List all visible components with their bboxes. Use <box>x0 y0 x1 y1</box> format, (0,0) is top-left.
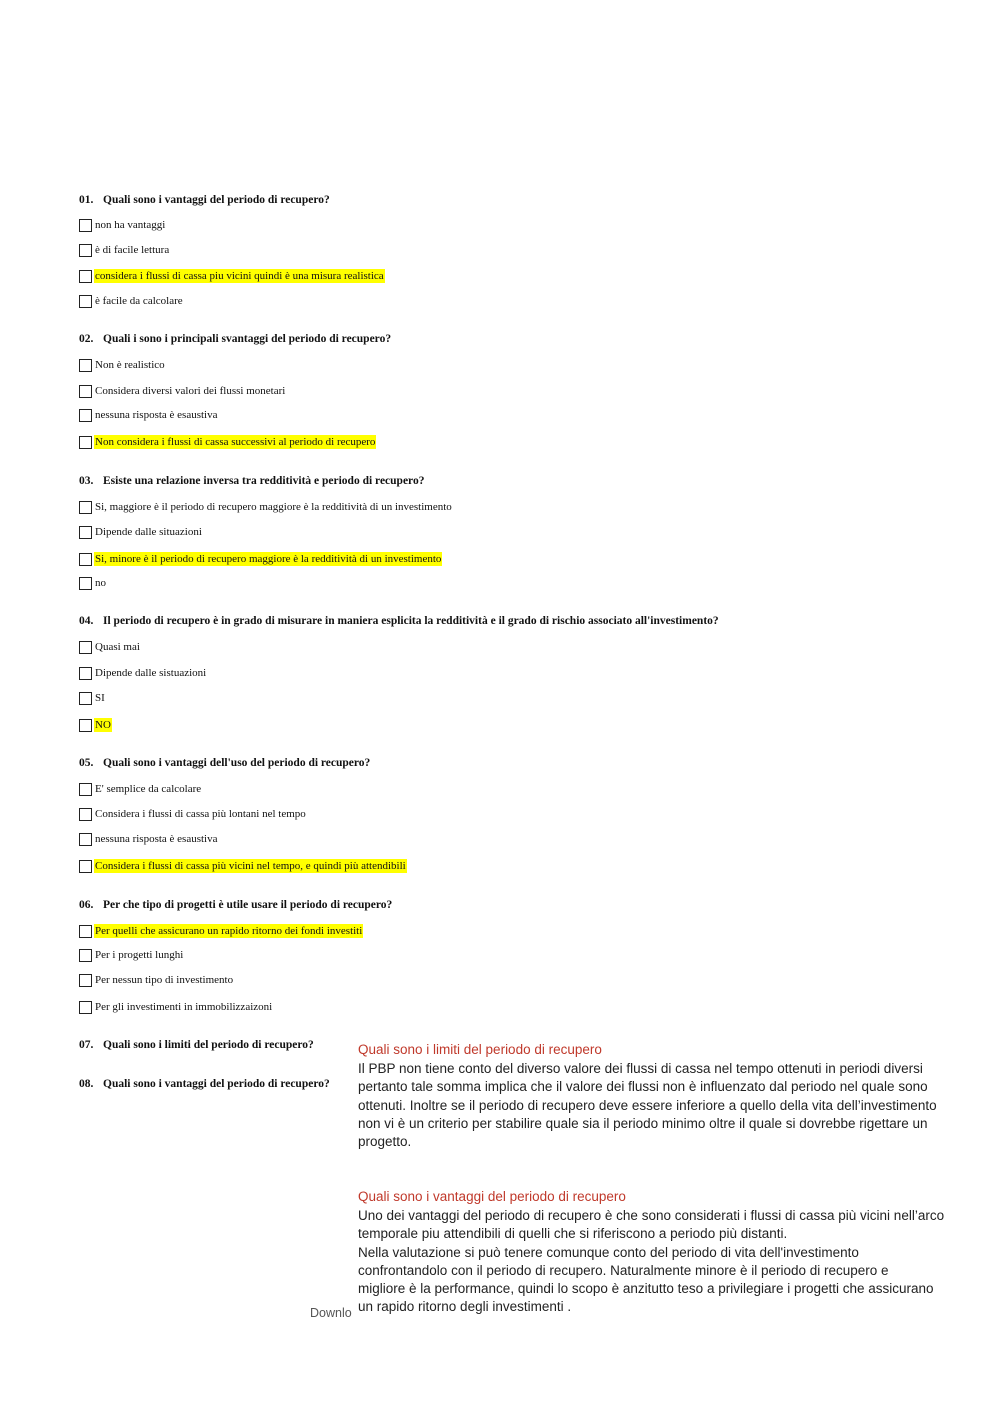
answer-line: ottenuti. Inoltre se il periodo di recupero deve essere inferiore a quello della vita dell’investimento <box>358 1097 937 1113</box>
question-text: Il periodo di recupero è in grado di misurare in maniera esplicita la redditività e il grado di rischio associato all'investimento? <box>103 615 719 627</box>
q01-option-1[interactable] <box>79 217 166 233</box>
q02-option-1[interactable] <box>79 357 166 373</box>
answer-line: non vi è un criterio per stabilire quale sia il periodo minimo oltre il quale si dovrebbe rigettare un <box>358 1115 928 1131</box>
question-number: 02. <box>79 333 94 345</box>
checkbox[interactable] <box>79 833 92 846</box>
checkbox[interactable] <box>79 719 92 732</box>
checkbox[interactable] <box>79 501 92 514</box>
option-label: Si, maggiore è il periodo di recupero maggiore è la redditività di un investimento <box>95 501 452 513</box>
option-label-highlighted: Considera i flussi di cassa più vicini nel tempo, e quindi più attendibili <box>95 860 406 872</box>
answer-line: un rapido ritorno degli investimenti . <box>358 1299 572 1315</box>
option-label: Per gli investimenti in immobilizzaizoni <box>95 1001 273 1013</box>
question-05-title <box>79 757 370 769</box>
checkbox[interactable] <box>79 295 92 308</box>
question-07-title <box>79 1039 314 1051</box>
q05-option-4[interactable] <box>79 858 407 874</box>
answer-line: Uno dei vantaggi del periodo di recupero è che sono considerati i flussi di cassa più vicini nell’arco <box>358 1208 945 1223</box>
option-label: è di facile lettura <box>95 244 170 256</box>
q06-option-4[interactable] <box>79 999 273 1015</box>
checkbox[interactable] <box>79 409 92 422</box>
q01-option-4[interactable] <box>79 293 184 309</box>
q01-option-2[interactable] <box>79 242 170 258</box>
option-label: è facile da calcolare <box>95 295 183 307</box>
checkbox[interactable] <box>79 385 92 398</box>
q04-option-1[interactable] <box>79 639 141 655</box>
answer-line: Nella valutazione si può tenere comunque conto del periodo di vita dell'investimento <box>358 1244 859 1260</box>
answer-limits-body <box>358 1060 968 1151</box>
question-text: Quali sono i vantaggi dell'uso del periodo di recupero? <box>103 757 371 769</box>
option-label: SI <box>95 692 105 704</box>
question-text: Per che tipo di progetti è utile usare il periodo di recupero? <box>103 899 393 911</box>
option-label: nessuna risposta è esaustiva <box>95 409 218 421</box>
answer-line: Il PBP non tiene conto del diverso valore dei flussi di cassa nel tempo ottenuti in periodi diversi <box>358 1061 923 1076</box>
q04-option-3[interactable] <box>79 690 106 706</box>
answer-line: confrontandolo con il periodo di recupero. Naturalmente minore è il periodo di recupero e <box>358 1262 889 1278</box>
question-number: 06. <box>79 899 94 911</box>
checkbox[interactable] <box>79 974 92 987</box>
checkbox[interactable] <box>79 692 92 705</box>
checkbox[interactable] <box>79 359 92 372</box>
question-06-title <box>79 899 392 911</box>
option-label: E' semplice da calcolare <box>95 783 202 795</box>
option-label: non ha vantaggi <box>95 219 166 231</box>
q04-option-4[interactable] <box>79 717 112 733</box>
answer-limits-title: Quali sono i limiti del periodo di recupero <box>358 1042 602 1057</box>
checkbox[interactable] <box>79 1001 92 1014</box>
q02-option-2[interactable] <box>79 383 286 399</box>
option-label: Considera i flussi di cassa più lontani nel tempo <box>95 808 306 820</box>
option-label: Dipende dalle sistuazioni <box>95 667 207 679</box>
q02-option-4[interactable] <box>79 434 376 450</box>
checkbox[interactable] <box>79 641 92 654</box>
answer-line: pertanto tale somma implica che il valore dei flussi non è influenzato dal periodo nel quale sono <box>358 1079 928 1095</box>
option-label: Dipende dalle situazioni <box>95 526 202 538</box>
question-text: Quali sono i vantaggi del periodo di recupero? <box>103 1078 330 1090</box>
option-label: Per nessun tipo di investimento <box>95 974 234 986</box>
answer-advantages-title: Quali sono i vantaggi del periodo di recupero <box>358 1189 626 1204</box>
question-text: Quali sono i vantaggi del periodo di recupero? <box>103 194 330 206</box>
checkbox[interactable] <box>79 949 92 962</box>
question-number: 05. <box>79 757 94 769</box>
q01-option-3[interactable] <box>79 268 385 284</box>
checkbox[interactable] <box>79 783 92 796</box>
option-label: Per i progetti lunghi <box>95 949 184 961</box>
option-label: no <box>95 577 106 589</box>
q02-option-3[interactable] <box>79 407 219 423</box>
option-label: Quasi mai <box>95 641 140 653</box>
checkbox[interactable] <box>79 925 92 938</box>
q06-option-3[interactable] <box>79 972 234 988</box>
q05-option-3[interactable] <box>79 831 219 847</box>
option-label-highlighted: Per quelli che assicurano un rapido ritorno dei fondi investiti <box>95 925 363 937</box>
question-number: 07. <box>79 1039 94 1051</box>
answer-advantages-body <box>358 1207 968 1317</box>
q06-option-1[interactable] <box>79 923 363 939</box>
q03-option-4[interactable] <box>79 575 107 591</box>
q03-option-1[interactable] <box>79 499 453 515</box>
checkbox[interactable] <box>79 219 92 232</box>
question-08-title <box>79 1078 330 1090</box>
question-04-title <box>79 615 719 627</box>
option-label: Non è realistico <box>95 359 165 371</box>
answer-line: migliore è la performance, quindi lo scopo è anzitutto teso a privilegiare i progetti che assicurano <box>358 1281 934 1297</box>
checkbox[interactable] <box>79 526 92 539</box>
checkbox[interactable] <box>79 860 92 873</box>
answer-line: temporale piu attendibili di quelli che si riferiscono a periodo più distanti. <box>358 1226 788 1242</box>
question-number: 03. <box>79 475 94 487</box>
option-label-highlighted: NO <box>95 719 111 731</box>
option-label-highlighted: Si, minore è il periodo di recupero maggiore è la redditività di un investimento <box>95 553 442 565</box>
question-03-title <box>79 475 424 487</box>
q03-option-2[interactable] <box>79 524 203 540</box>
q04-option-2[interactable] <box>79 665 207 681</box>
option-label: nessuna risposta è esaustiva <box>95 833 218 845</box>
question-text: Esiste una relazione inversa tra redditività e periodo di recupero? <box>103 475 425 487</box>
question-number: 01. <box>79 194 94 206</box>
checkbox[interactable] <box>79 270 92 283</box>
question-text: Quali i sono i principali svantaggi del periodo di recupero? <box>103 333 392 345</box>
q05-option-1[interactable] <box>79 781 202 797</box>
question-02-title <box>79 333 391 345</box>
checkbox[interactable] <box>79 553 92 566</box>
option-label-highlighted: Non considera i flussi di cassa successivi al periodo di recupero <box>95 436 376 448</box>
q05-option-2[interactable] <box>79 806 307 822</box>
footer-download-fragment: Downlo <box>310 1306 352 1320</box>
q06-option-2[interactable] <box>79 947 184 963</box>
question-text: Quali sono i limiti del periodo di recupero? <box>103 1039 314 1051</box>
checkbox[interactable] <box>79 667 92 680</box>
answer-line: progetto. <box>358 1134 412 1150</box>
option-label: Considera diversi valori dei flussi monetari <box>95 385 286 397</box>
question-number: 04. <box>79 615 94 627</box>
option-label-highlighted: considera i flussi di cassa piu vicini quindi è una misura realistica <box>95 270 384 282</box>
checkbox[interactable] <box>79 244 92 257</box>
question-01-title <box>79 194 330 206</box>
checkbox[interactable] <box>79 436 92 449</box>
checkbox[interactable] <box>79 808 92 821</box>
question-number: 08. <box>79 1078 94 1090</box>
q03-option-3[interactable] <box>79 551 442 567</box>
checkbox[interactable] <box>79 577 92 590</box>
